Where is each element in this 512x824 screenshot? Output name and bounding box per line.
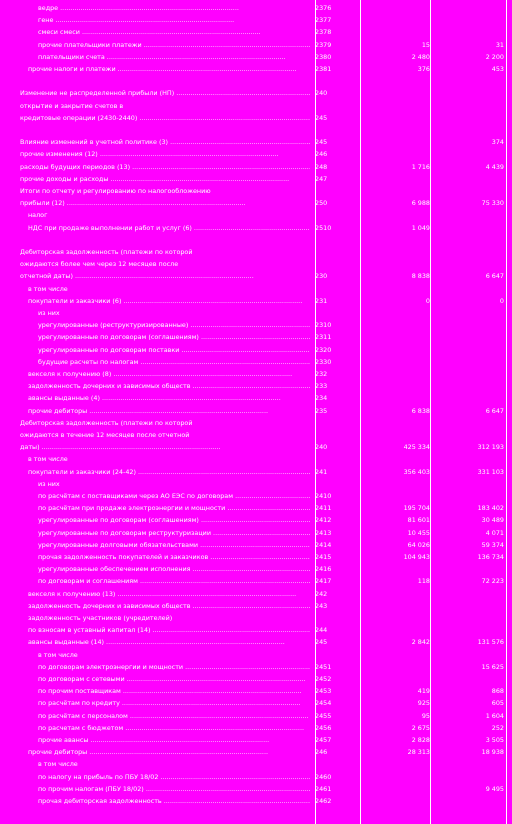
- table-row: [0, 4, 512, 13]
- table-row: [0, 724, 512, 733]
- table-row: [0, 370, 512, 379]
- table-row: [0, 138, 512, 147]
- row-label: урегулированные долговыми обязательствами .....: [38, 541, 310, 550]
- row-code: 2462: [315, 797, 332, 805]
- row-label: векселя к получению (8) .....: [28, 370, 310, 379]
- table-row: [0, 65, 512, 74]
- row-code: 2379: [315, 40, 332, 49]
- table-row: [0, 114, 512, 123]
- row-label: по налогу на прибыль по ПБУ 18/02 .....: [38, 773, 310, 782]
- row-label: по расчётам по кредиту .....: [38, 699, 310, 708]
- row-label: урегулированные по договорам поставки .....: [38, 346, 310, 355]
- row-code: 2380: [315, 52, 332, 61]
- table-row: [0, 577, 512, 586]
- value-prior-period: 72 223: [481, 577, 504, 586]
- table-row: [0, 785, 512, 794]
- table-row: [0, 516, 512, 525]
- row-code: 246: [315, 748, 328, 757]
- table-row: [0, 602, 512, 611]
- row-label: прочие изменения (12) .....: [20, 150, 310, 159]
- row-code: 2411: [315, 504, 332, 513]
- row-label: открытие и закрытие счетов в: [20, 101, 124, 110]
- value-prior-period: 6 647: [485, 272, 504, 281]
- row-label: Изменение не распределенной прибыли (НП) .....: [20, 89, 310, 98]
- row-code: 2417: [315, 577, 332, 586]
- row-label: по прочим налогам (ПБУ 18/02) .....: [38, 785, 310, 794]
- table-row: [0, 590, 512, 599]
- table-row: [0, 248, 512, 257]
- row-label: задолженность дочерних и зависимых обществ .....: [28, 382, 310, 391]
- table-row: [0, 760, 512, 769]
- value-current-period: 15: [421, 40, 430, 49]
- row-code: 2460: [315, 772, 332, 781]
- row-label: НДС при продаже выполнении работ и услуг (6) .....: [28, 224, 310, 233]
- row-label: прочие дебиторы .....: [28, 748, 310, 757]
- table-row: [0, 309, 512, 318]
- table-row: [0, 699, 512, 708]
- value-prior-period: 15 625: [481, 662, 504, 671]
- row-label: урегулированные по договорам реструктуризации .....: [38, 529, 310, 538]
- value-current-period: 8 838: [411, 272, 430, 281]
- row-code: 2453: [315, 687, 332, 696]
- table-row: [0, 102, 512, 111]
- row-label: из них: [38, 309, 60, 317]
- value-current-period: 0: [425, 296, 430, 305]
- row-code: 2452: [315, 675, 332, 683]
- table-row: [0, 626, 512, 635]
- row-label: прочая задолженность покупателей и заказчиков .....: [38, 553, 310, 562]
- row-label: авансы выданные (14) .....: [28, 638, 310, 647]
- table-row: [0, 321, 512, 330]
- row-label: прочие авансы .....: [38, 736, 310, 745]
- table-row: [0, 468, 512, 477]
- row-code: 2310: [315, 321, 332, 330]
- table-row: [0, 638, 512, 647]
- row-label: гене .....: [38, 16, 310, 25]
- value-current-period: 195 704: [403, 504, 430, 513]
- value-prior-period: 374: [491, 138, 504, 147]
- row-label: смеси смеси .....: [38, 28, 310, 37]
- row-label: из них: [38, 479, 60, 488]
- table-row: [0, 77, 512, 86]
- value-current-period: 376: [417, 65, 430, 73]
- value-current-period: 425 334: [403, 443, 430, 452]
- table-row: [0, 614, 512, 623]
- value-prior-period: 9 495: [485, 784, 504, 793]
- value-current-period: 1 716: [411, 162, 430, 171]
- value-prior-period: 75 330: [481, 199, 504, 208]
- row-label: прочая дебиторская задолженность .....: [38, 797, 310, 806]
- row-code: 240: [315, 443, 328, 452]
- table-row: [0, 187, 512, 196]
- row-label: векселя к получению (13) .....: [28, 590, 310, 599]
- row-label: по договорам и соглашениям .....: [38, 577, 310, 586]
- row-label: даты) .....: [20, 443, 310, 452]
- row-code: 248: [315, 162, 328, 171]
- row-label: Дебиторская задолженность (платежи по которой: [20, 418, 193, 427]
- row-code: 250: [315, 199, 328, 208]
- row-label: урегулированные обеспечением исполнения .....: [38, 565, 310, 574]
- table-row: [0, 687, 512, 696]
- row-label: урегулированные (реструктуризированные) .....: [38, 321, 310, 330]
- value-current-period: 2 828: [411, 736, 430, 744]
- row-code: 2413: [315, 528, 332, 537]
- value-current-period: 1 049: [411, 223, 430, 232]
- row-label: в том числе: [38, 650, 78, 659]
- row-label: плательщики счета .....: [38, 53, 310, 62]
- value-current-period: 2 675: [411, 723, 430, 732]
- value-current-period: 95: [421, 711, 430, 720]
- row-label: будущие расчеты по налогам .....: [38, 358, 310, 367]
- row-label: покупатели и заказчики (24-42) .....: [28, 468, 310, 477]
- row-code: 234: [315, 394, 328, 403]
- row-label: расходы будущих периодов (13) .....: [20, 163, 310, 172]
- table-row: [0, 773, 512, 782]
- table-row: [0, 358, 512, 367]
- row-code: 247: [315, 174, 328, 183]
- value-current-period: 6 988: [411, 199, 430, 208]
- table-row: [0, 419, 512, 428]
- row-code: 235: [315, 406, 328, 415]
- table-row: [0, 712, 512, 721]
- row-label: в том числе: [38, 760, 78, 769]
- value-current-period: 925: [417, 699, 430, 708]
- value-prior-period: 4 439: [485, 162, 504, 171]
- row-code: 245: [315, 113, 328, 122]
- table-row: [0, 297, 512, 306]
- row-code: 2461: [315, 784, 332, 793]
- row-label: авансы выданные (4) .....: [28, 394, 310, 403]
- row-code: 2456: [315, 723, 332, 732]
- value-prior-period: 6 647: [485, 406, 504, 415]
- table-row: [0, 285, 512, 294]
- table-row: [0, 565, 512, 574]
- table-row: [0, 126, 512, 135]
- row-code: 2414: [315, 540, 332, 549]
- row-label: урегулированные по договорам (соглашениям) .....: [38, 516, 310, 525]
- row-code: 244: [315, 626, 328, 635]
- row-label: Итоги по отчету и регулированию по налогообложению: [20, 187, 211, 195]
- row-label: урегулированные по договорам (соглашениям) .....: [38, 333, 310, 342]
- table-row: [0, 736, 512, 745]
- value-prior-period: 1 604: [485, 711, 504, 720]
- value-prior-period: 31: [495, 40, 504, 49]
- value-prior-period: 868: [491, 687, 504, 696]
- table-row: [0, 748, 512, 757]
- row-code: 2416: [315, 565, 332, 574]
- row-label: налог: [28, 211, 48, 220]
- value-prior-period: 18 938: [481, 748, 504, 757]
- row-code: 2410: [315, 492, 332, 500]
- table-row: [0, 504, 512, 513]
- table-row: [0, 224, 512, 233]
- table-row: [0, 236, 512, 245]
- row-label: прочие доходы и расходы .....: [20, 175, 310, 184]
- row-code: 2510: [315, 223, 332, 232]
- row-code: 232: [315, 370, 328, 378]
- table-row: [0, 346, 512, 355]
- row-code: 2457: [315, 736, 332, 744]
- row-label: в том числе: [28, 455, 68, 464]
- row-label: в том числе: [28, 284, 68, 293]
- row-code: 2311: [315, 333, 332, 342]
- row-code: 2376: [315, 4, 332, 12]
- value-current-period: 419: [417, 687, 430, 696]
- row-code: 2455: [315, 711, 332, 720]
- row-code: 2451: [315, 662, 332, 671]
- row-code: 2454: [315, 699, 332, 708]
- row-label: прочие плательщики платежи .....: [38, 41, 310, 50]
- table-row: [0, 175, 512, 184]
- row-code: 241: [315, 467, 328, 476]
- row-code: 2320: [315, 345, 332, 354]
- value-current-period: 64 026: [407, 540, 430, 549]
- row-code: 240: [315, 89, 328, 98]
- table-row: [0, 16, 512, 25]
- row-label: по расчётам с персоналом .....: [38, 712, 310, 721]
- table-row: [0, 28, 512, 37]
- value-prior-period: 605: [491, 699, 504, 708]
- row-label: задолженность участников (учредителей): [28, 614, 173, 622]
- row-label: по договорам с сетевыми .....: [38, 675, 310, 684]
- row-code: 2415: [315, 553, 332, 561]
- table-row: [0, 53, 512, 62]
- table-row: [0, 394, 512, 403]
- row-label: по расчётам при продаже электроэнергии и мощности .....: [38, 504, 310, 513]
- value-prior-period: 331 103: [477, 467, 504, 476]
- row-code: 242: [315, 589, 328, 598]
- row-label: прочие налоги и платежи .....: [28, 65, 310, 74]
- row-label: ожидаются в течение 12 месяцев после отчетной: [20, 431, 190, 439]
- table-row: [0, 480, 512, 489]
- row-label: по расчётам с поставщиками через АО ЕЭС по договорам .....: [38, 492, 310, 501]
- table-row: [0, 260, 512, 269]
- row-code: 233: [315, 382, 328, 391]
- table-row: [0, 492, 512, 501]
- row-label: по расчетам с бюджетом .....: [38, 724, 310, 733]
- row-label: Влияние изменений в учетной политике (3) .....: [20, 138, 310, 147]
- row-code: 245: [315, 638, 328, 647]
- row-code: 230: [315, 272, 328, 281]
- row-code: 2378: [315, 28, 332, 37]
- row-code: 243: [315, 601, 328, 610]
- table-row: [0, 529, 512, 538]
- table-row: [0, 272, 512, 281]
- table-row: [0, 211, 512, 220]
- value-prior-period: 131 576: [477, 638, 504, 647]
- value-prior-period: 59 374: [481, 540, 504, 549]
- table-row: [0, 443, 512, 452]
- value-prior-period: 3 505: [485, 736, 504, 744]
- value-current-period: 2 842: [411, 638, 430, 647]
- table-row: [0, 797, 512, 806]
- value-prior-period: 0: [499, 296, 504, 305]
- value-prior-period: 453: [491, 65, 504, 73]
- row-code: 245: [315, 138, 328, 147]
- value-current-period: 28 313: [407, 748, 430, 757]
- table-row: [0, 163, 512, 172]
- row-label: прочие дебиторы .....: [28, 407, 310, 416]
- table-row: [0, 541, 512, 550]
- row-label: Дебиторская задолженность (платежи по которой: [20, 248, 193, 256]
- table-row: [0, 333, 512, 342]
- table-row: [0, 553, 512, 562]
- row-label: задолженность дочерних и зависимых обществ .....: [28, 602, 310, 611]
- value-current-period: 356 403: [403, 467, 430, 476]
- value-current-period: 81 601: [407, 516, 430, 525]
- table-row: [0, 651, 512, 660]
- value-prior-period: 30 489: [481, 516, 504, 525]
- row-code: 2412: [315, 516, 332, 525]
- row-label: прибыли (12) .....: [20, 199, 310, 208]
- table-row: [0, 199, 512, 208]
- value-current-period: 104 943: [403, 553, 430, 561]
- table-row: [0, 455, 512, 464]
- row-label: ведре .....: [38, 4, 310, 13]
- value-prior-period: 312 193: [477, 443, 504, 452]
- row-code: 231: [315, 296, 328, 305]
- row-code: 2330: [315, 357, 332, 366]
- row-code: 2377: [315, 16, 332, 25]
- row-label: кредитовые операции (2430-2440) .....: [20, 114, 310, 123]
- value-current-period: 2 480: [411, 52, 430, 61]
- value-current-period: 118: [417, 577, 430, 586]
- row-label: отчетной даты) .....: [20, 272, 310, 281]
- table-row: [0, 89, 512, 98]
- table-row: [0, 675, 512, 684]
- row-label: по прочим поставщикам .....: [38, 687, 310, 696]
- table-row: [0, 41, 512, 50]
- value-prior-period: 136 734: [477, 553, 504, 561]
- row-label: по договорам электроэнергии и мощности .....: [38, 663, 310, 672]
- row-label: ожидаются более чем через 12 месяцев после: [20, 260, 179, 269]
- row-code: 246: [315, 150, 328, 159]
- value-prior-period: 183 402: [477, 504, 504, 513]
- row-label: покупатели и заказчики (6) .....: [28, 297, 310, 306]
- table-row: [0, 407, 512, 416]
- table-row: [0, 382, 512, 391]
- table-row: [0, 150, 512, 159]
- table-row: [0, 431, 512, 440]
- value-prior-period: 2 200: [485, 52, 504, 61]
- value-current-period: 6 838: [411, 406, 430, 415]
- table-row: [0, 663, 512, 672]
- value-prior-period: 252: [491, 723, 504, 732]
- value-prior-period: 4 071: [485, 528, 504, 537]
- row-code: 2381: [315, 65, 332, 73]
- row-label: по взносам в уставный капитал (14) .....: [28, 626, 310, 635]
- value-current-period: 10 455: [407, 528, 430, 537]
